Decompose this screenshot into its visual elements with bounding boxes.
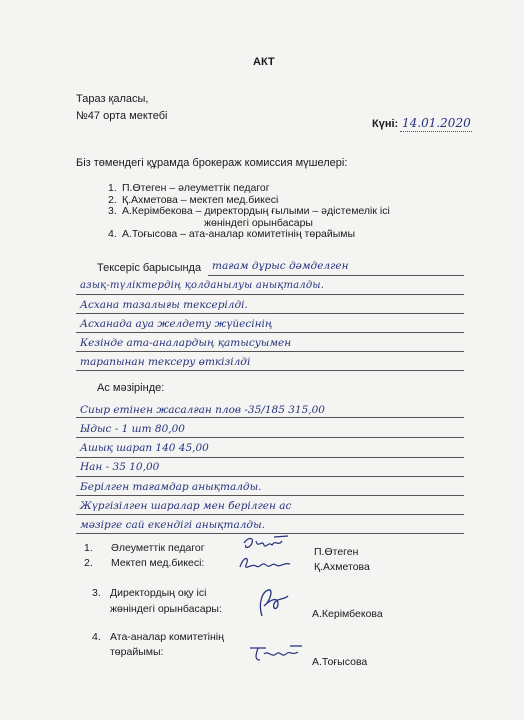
signature-mark-kerimbekova bbox=[248, 586, 292, 620]
inspection-handwritten: тарапынан тексеру өткізілді bbox=[80, 356, 251, 368]
signature-role: Директордың оқу ісі bbox=[110, 587, 207, 599]
inspection-handwritten: Асхана тазалығы тексерілді. bbox=[80, 299, 248, 311]
signature-mark-akhmetova bbox=[236, 553, 298, 575]
ruled-line bbox=[76, 437, 464, 438]
inspection-label: Тексеріс барысында bbox=[97, 262, 202, 274]
signature-num: 1. bbox=[84, 542, 93, 554]
inspection-handwritten: тағам дұрыс дәмделген bbox=[212, 260, 349, 272]
member-item: 1. П.Өтеген – әлеуметтік педагог bbox=[108, 182, 270, 194]
intro-text: Біз төмендегі құрамда брокераж комиссия мүшелері: bbox=[76, 157, 348, 169]
menu-handwritten: Нан - 35 10,00 bbox=[80, 461, 160, 473]
signature-role: жөніндегі орынбасары: bbox=[110, 603, 222, 615]
signature-role: Ата-аналар комитетінің bbox=[110, 631, 224, 643]
signature-name: П.Өтеген bbox=[314, 546, 359, 558]
member-item: 4. А.Тоғысова – ата-аналар комитетінің төрайымы bbox=[108, 228, 356, 240]
signature-num: 3. bbox=[92, 587, 101, 599]
city-text: Тараз қаласы, bbox=[76, 93, 149, 105]
ruled-line bbox=[76, 514, 464, 515]
ruled-line bbox=[76, 370, 464, 371]
signature-role: төрайымы: bbox=[110, 646, 164, 658]
member-item: 3. А.Керімбекова – директордың ғылыми – әдістемелік ісі bbox=[108, 205, 390, 217]
menu-handwritten: Сиыр етінен жасалған плов -35/185 315,00 bbox=[80, 404, 325, 416]
inspection-handwritten: Асханада ауа желдету жүйесінің bbox=[80, 318, 273, 330]
ruled-line bbox=[76, 351, 464, 352]
school-text: №47 орта мектебі bbox=[76, 110, 168, 122]
signature-name: А.Керімбекова bbox=[312, 608, 383, 620]
ruled-line bbox=[76, 495, 464, 496]
menu-handwritten: Ашық шарап 140 45,00 bbox=[80, 442, 209, 454]
ruled-line bbox=[76, 332, 464, 333]
inspection-handwritten: Кезінде ата-аналардың қатысуымен bbox=[80, 337, 292, 349]
ruled-line bbox=[76, 457, 464, 458]
menu-handwritten: мәзірге сай екендігі анықталды. bbox=[80, 519, 265, 531]
members-list bbox=[108, 183, 390, 241]
date-label: Күні: bbox=[372, 118, 399, 130]
inspection-handwritten: азық-түліктердің қолданылуы анықталды. bbox=[80, 280, 325, 291]
ruled-line bbox=[76, 417, 464, 418]
document-title: АКТ bbox=[253, 56, 275, 68]
signature-role: Әлеуметтік педагог bbox=[111, 542, 205, 554]
menu-handwritten: Берілген тағамдар анықталды. bbox=[80, 481, 262, 493]
date-value: 14.01.2020 bbox=[402, 116, 471, 130]
signature-num: 2. bbox=[84, 557, 93, 569]
menu-handwritten: Жүргізілген шаралар мен берілген ас bbox=[80, 500, 292, 512]
ruled-line bbox=[76, 313, 464, 314]
signature-mark-togysova bbox=[246, 642, 306, 666]
member-item: 2. Қ.Ахметова – мектеп мед.бикесі bbox=[108, 193, 279, 206]
signature-name: Қ.Ахметова bbox=[314, 561, 370, 573]
ruled-line bbox=[76, 476, 464, 477]
ruled-line bbox=[76, 294, 464, 295]
ruled-line bbox=[208, 275, 464, 276]
signature-num: 4. bbox=[92, 631, 101, 643]
member-item: жөніндегі орынбасары bbox=[204, 216, 313, 229]
menu-handwritten: Ыдыс - 1 шт 80,00 bbox=[80, 423, 185, 435]
signature-name: А.Тоғысова bbox=[312, 656, 368, 668]
signature-role: Мектеп мед.бикесі: bbox=[111, 557, 205, 569]
date-underline bbox=[400, 131, 472, 132]
menu-label: Ас мәзірінде: bbox=[97, 382, 165, 394]
